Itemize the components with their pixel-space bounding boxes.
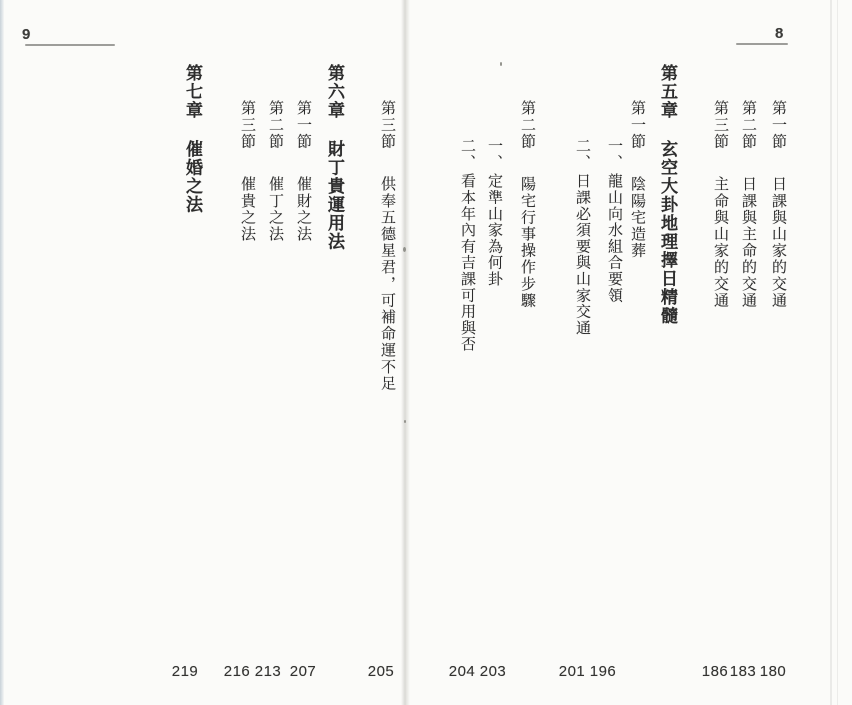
toc-entry-label: 第二節 <box>740 100 756 150</box>
toc-subitem <box>572 138 593 336</box>
toc-entry <box>627 100 648 259</box>
toc-entry-title: 看本年內有吉課可用與否 <box>459 172 475 352</box>
toc-page-number: 216 <box>223 663 251 680</box>
toc-entry-label: 第六章 <box>325 64 344 120</box>
center-fold <box>401 0 410 705</box>
folio-number-right: 8 <box>775 25 784 42</box>
toc-entry-title: 日課與主命的交通 <box>740 175 756 309</box>
toc-chapter <box>322 64 347 251</box>
toc-entry <box>265 100 286 242</box>
folio-number-left: 9 <box>22 26 31 43</box>
toc-entry-label: 第一節 <box>295 100 311 150</box>
toc-entry-title: 日課與山家的交通 <box>770 175 786 309</box>
toc-entry-title: 主命與山家的交通 <box>712 175 728 309</box>
toc-page-number: 196 <box>589 663 617 680</box>
toc-page-number: 207 <box>289 663 317 680</box>
toc-entry-title: 供奉五德星君，可補命運不足 <box>379 175 395 392</box>
toc-entry-title: 催丁之法 <box>267 175 283 243</box>
toc-entry-title: 財丁貴運用法 <box>325 139 344 251</box>
toc-page-number: 204 <box>448 663 476 680</box>
toc-page-number: 213 <box>254 663 282 680</box>
scan-speck <box>404 420 406 423</box>
toc-entry-title: 定準山家為何卦 <box>486 172 502 287</box>
folio-rule-left <box>25 44 115 46</box>
toc-entry-label: 第一節 <box>770 100 786 150</box>
toc-entry-label: 第二節 <box>519 100 535 150</box>
toc-entry-label: 二、 <box>574 138 590 171</box>
toc-subitem <box>457 138 478 352</box>
toc-entry <box>237 100 258 242</box>
scan-left-edge <box>0 0 4 705</box>
toc-page-number: 203 <box>479 663 507 680</box>
toc-entry-label: 第三節 <box>379 100 395 150</box>
toc-entry <box>377 100 398 392</box>
toc-entry <box>710 100 731 309</box>
scan-right-edge-2 <box>837 0 838 705</box>
toc-entry-title: 催財之法 <box>295 175 311 243</box>
toc-entry-title: 陽宅行事操作步驟 <box>519 175 535 309</box>
toc-entry-title: 日課必須要與山家交通 <box>574 172 590 336</box>
toc-entry-label: 第三節 <box>712 100 728 150</box>
toc-page-number: 219 <box>171 663 199 680</box>
toc-entry-label: 一、 <box>486 138 502 171</box>
toc-entry-label: 第二節 <box>267 100 283 150</box>
toc-entry-label: 一、 <box>606 138 622 171</box>
toc-entry-label: 第七章 <box>183 64 202 120</box>
toc-entry-title: 陰陽宅造葬 <box>629 175 645 259</box>
toc-entry-title: 催貴之法 <box>239 175 255 243</box>
toc-page-number: 180 <box>759 663 787 680</box>
toc-entry <box>293 100 314 242</box>
toc-page-number: 183 <box>729 663 757 680</box>
toc-entry-title: 龍山向水組合要領 <box>606 172 622 304</box>
toc-entry-title: 玄空大卦地理擇日精髓 <box>658 139 677 325</box>
toc-entry-label: 第三節 <box>239 100 255 150</box>
scan-right-edge <box>830 0 832 705</box>
toc-subitem <box>484 138 505 287</box>
toc-entry-label: 二、 <box>459 138 475 171</box>
scan-speck <box>403 247 406 252</box>
toc-entry <box>738 100 759 309</box>
toc-page-number: 186 <box>701 663 729 680</box>
toc-subitem <box>604 138 625 303</box>
toc-entry <box>517 100 538 309</box>
toc-entry <box>768 100 789 309</box>
toc-entry-label: 第一節 <box>629 100 645 150</box>
toc-page-number: 205 <box>367 663 395 680</box>
folio-rule-right <box>736 43 788 45</box>
toc-chapter <box>180 64 205 214</box>
scan-speck <box>500 62 502 66</box>
toc-chapter <box>655 64 680 325</box>
toc-page-number: 201 <box>558 663 586 680</box>
toc-entry-title: 催婚之法 <box>183 139 202 214</box>
toc-entry-label: 第五章 <box>658 64 677 120</box>
